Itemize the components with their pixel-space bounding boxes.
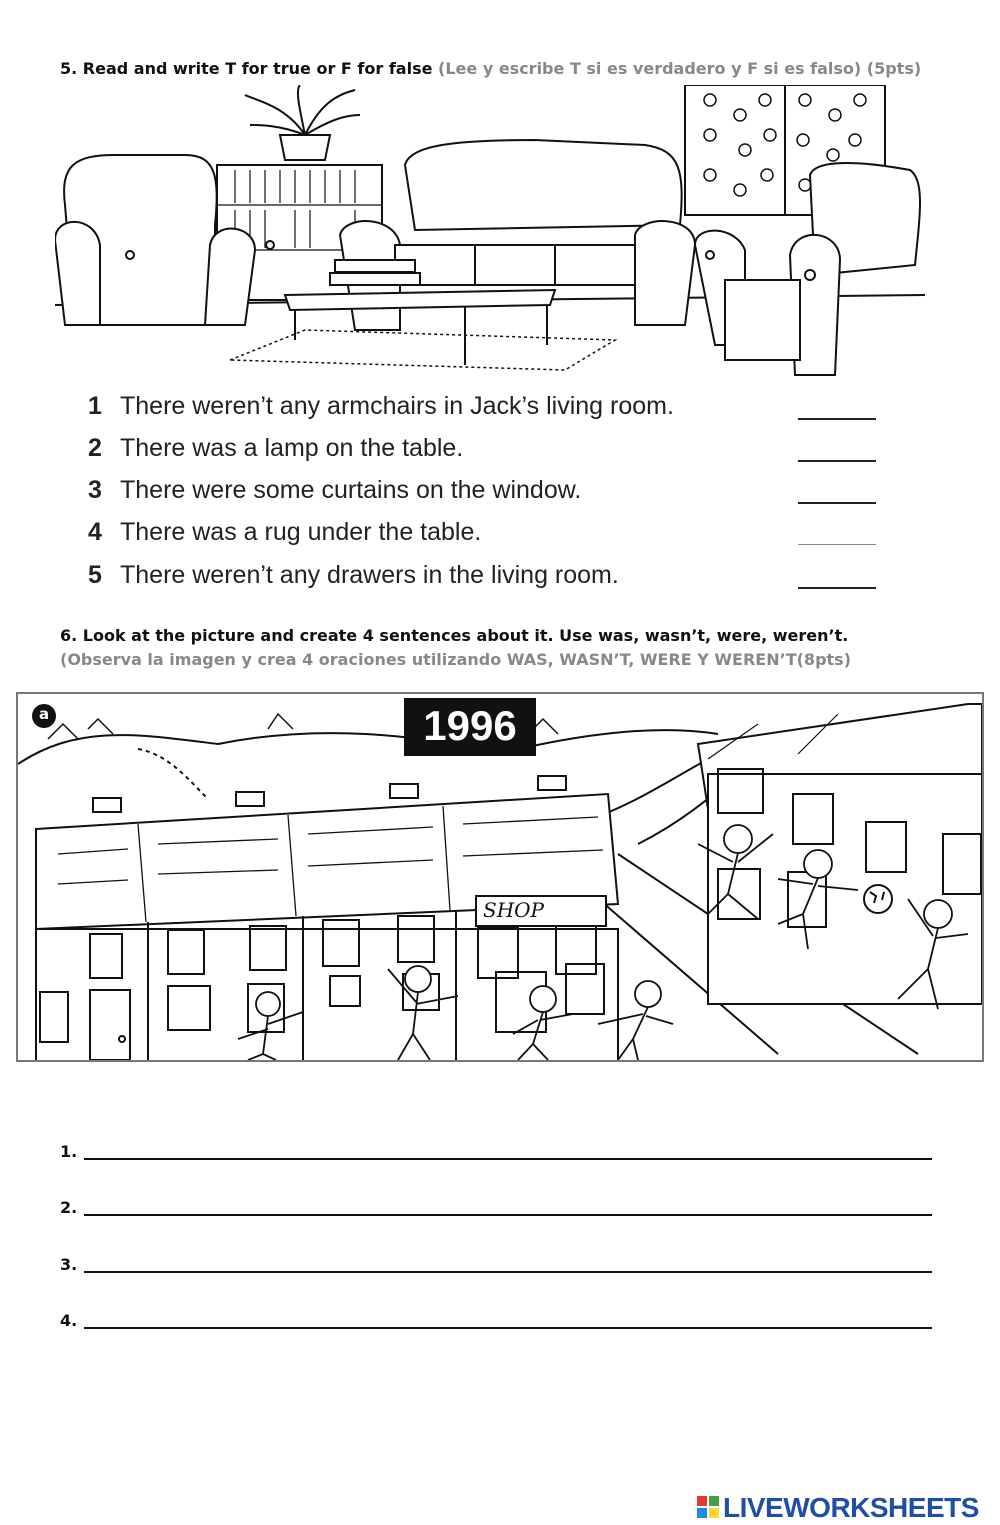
town-illustration — [16, 692, 984, 1062]
liveworksheets-logo — [697, 1492, 997, 1522]
tf-item-text: There weren’t any armchairs in Jack’s living room. — [120, 392, 674, 420]
tf-item-4 — [88, 518, 888, 554]
tf-item-3 — [88, 476, 888, 512]
answer-row-4 — [60, 1305, 932, 1335]
brand-name: LIVEWORKSHEETS — [723, 1492, 979, 1523]
answer-input-3[interactable] — [88, 1249, 932, 1273]
tf-item-text: There weren’t any drawers in the living room. — [120, 561, 619, 589]
section5-instruction-en: 5. Read and write T for true or F for false — [60, 59, 433, 78]
tf-answer-input-2[interactable] — [798, 434, 880, 464]
answer-label: 4. — [60, 1311, 78, 1330]
tf-item-2 — [88, 434, 888, 470]
tf-item-number: 2 — [88, 434, 102, 462]
section6-instruction: 6. Look at the picture and create 4 sentences about it. Use was, wasn’t, were, weren’t. — [60, 626, 849, 645]
tf-answer-input-4[interactable] — [798, 518, 880, 548]
tf-item-text: There was a rug under the table. — [120, 518, 482, 546]
picture-label: a — [38, 705, 50, 723]
tf-item-text: There were some curtains on the window. — [120, 476, 582, 504]
shop-sign: SHOP — [483, 898, 544, 922]
tf-answer-input-1[interactable] — [798, 392, 880, 422]
tf-item-number: 4 — [88, 518, 102, 546]
tf-answer-input-5[interactable] — [798, 561, 880, 591]
answer-row-2 — [60, 1192, 932, 1222]
answer-input-4[interactable] — [88, 1305, 932, 1329]
answer-label: 3. — [60, 1255, 78, 1274]
answer-row-3 — [60, 1249, 932, 1279]
tf-answer-input-3[interactable] — [798, 476, 880, 506]
liveworksheets-badge-icon — [697, 1496, 719, 1518]
tf-item-number: 5 — [88, 561, 102, 589]
answer-input-2[interactable] — [88, 1192, 932, 1216]
tf-item-number: 3 — [88, 476, 102, 504]
section5-instruction-es: (Lee y escribe T si es verdadero y F si es falso) (5pts) — [438, 59, 922, 78]
answer-input-1[interactable] — [88, 1136, 932, 1160]
living-room-illustration — [55, 85, 925, 385]
tf-item-text: There was a lamp on the table. — [120, 434, 464, 462]
tf-item-1 — [88, 392, 888, 428]
year-label: 1996 — [423, 702, 517, 749]
answer-label: 1. — [60, 1142, 78, 1161]
section5-instruction — [60, 59, 921, 78]
section6-instruction-es: (Observa la imagen y crea 4 oraciones utilizando WAS, WASN’T, WERE Y WEREN’T(8pts) — [60, 650, 851, 669]
answer-row-1 — [60, 1136, 932, 1166]
tf-item-number: 1 — [88, 392, 102, 420]
answer-label: 2. — [60, 1198, 78, 1217]
tf-item-5 — [88, 561, 888, 597]
